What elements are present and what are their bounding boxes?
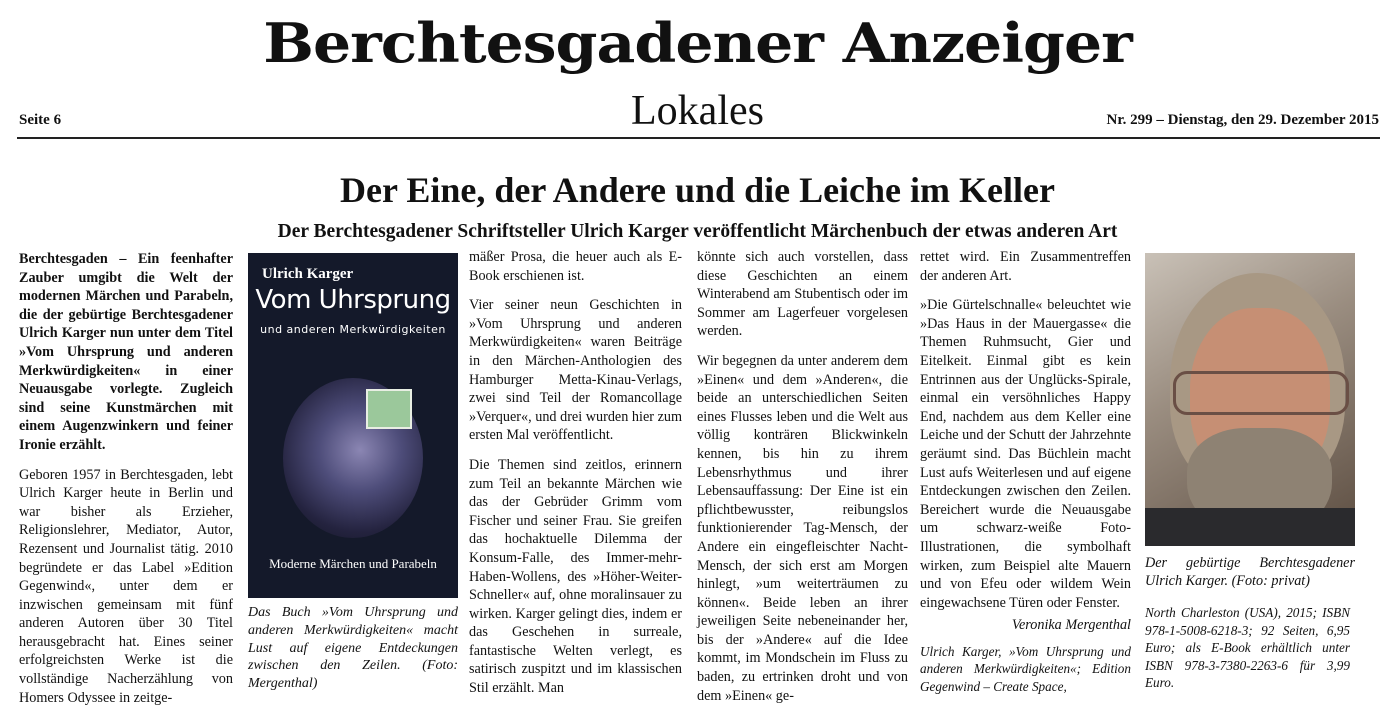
masthead-title: Berchtesgadener Anzeiger: [263, 12, 1132, 76]
issue-line: Nr. 299 – Dienstag, den 29. Dezember 2015: [1106, 112, 1379, 128]
window-illustration: [366, 389, 412, 429]
article-paragraph: könnte sich auch vorstellen, dass diese Geschichten an einem Winterabend am Stubentisch oder im Sommer am Lagerfeuer vorgelesen werden.: [697, 249, 908, 340]
book-cover-subtitle: Moderne Märchen und Parabeln: [269, 556, 437, 571]
article-paragraph: mäßer Prosa, die heuer auch als E-Book erschienen ist.: [469, 249, 682, 284]
article-column-4: [697, 248, 908, 716]
article-column-3: [469, 248, 682, 709]
article-headline: Der Eine, der Andere und die Leiche im Keller: [340, 170, 1055, 210]
article-paragraph: rettet wird. Ein Zusammentreffen der anderen Art.: [920, 249, 1131, 284]
article-column-5: [920, 248, 1131, 706]
article-paragraph: Die Themen sind zeitlos, erinnern zum Teil an bekannte Märchen wie das der Gebrüder Grimm vom Fischer und seiner Frau. Sie greifen das hochaktuelle Dilemma der Konsum-Falle, des Immer-mehr-Haben-Wollens, des »Höher-Weiter-Schneller« auf, ohne moralinsauer zu wirken. Karger gelingt dies, indem er das Geschehen in surreale, fantastische Welten verlegt, es satirisch zuspitzt und im klassischen Stil erzählt. Man: [469, 456, 682, 697]
book-info-left: Ulrich Karger, »Vom Uhrsprung und anderen Merkwürdigkeiten«; Edition Gegenwind – Create Space,: [920, 643, 1131, 694]
article-lead: Berchtesgaden – Ein feenhafter Zauber umgibt die Welt der modernen Märchen und Parabeln, die der gebürtige Berchtesgadener Ulrich Karger nun unter dem Titel »Vom Uhrsprung und anderen Merkwürdigkeiten« in einer Neuausgabe vorlegte. Zugleich sind seine Kunstmärchen mit einem Augenzwinkern und feiner Ironie erzählt.: [19, 251, 233, 453]
book-cover-image: [248, 253, 458, 598]
portrait-shirt: [1145, 508, 1355, 546]
author-portrait-photo: [1145, 253, 1355, 546]
book-cover-title-line2: und anderen Merkwürdigkeiten: [260, 323, 446, 336]
article-column-1: [19, 250, 233, 718]
article-paragraph: »Die Gürtelschnalle« beleuchtet wie »Das Haus in der Mauergasse« die Themen Ruhmsucht, Gier und Eitelkeit. Einmal gibt es kein Entrinnen aus der Unglücks-Spirale, einmal ein versöhnliches Happy End, nachdem aus dem Keller eine Leiche und der Schutt der Jahrzehnte geräumt sind. Das Büchlein macht Lust aufs Weiterlesen und auf eigene Entdeckungen zwischen den Zeilen. Bereichert wurde die Neuausgabe um schwarz-weiße Foto-Illustrationen, die symbolhaft wirken, zum Beispiel alte Mauern und von Efeu oder wildem Wein eingewachsene Türen oder Fenster.: [920, 297, 1131, 611]
article-paragraph: Wir begegnen da unter anderem dem »Einen« und dem »Anderen«, die beide an unterschiedlichen Seiten eines Flusses leben und die Welt aus völlig konträren Blickwinkeln kennen, bis hin zu ihrem Lebensrhythmus und ihrer Lebensauffassung: Der Eine ist ein pflichtbewusster, reibungslos funktionierender Tag-Mensch, der Andere ein eingefleischter Nacht-Mensch, der sich erst am Morgen hinlegt, »um weiterträumen zu können«. Beide leben an ihrer jeweiligen Seite nebeneinander her, bis der »Andere« auf die Idee kommt, im Mondschein im Fluss zu baden, zu ertrinken droht und von dem »Einen« ge-: [697, 352, 908, 704]
page-number: Seite 6: [19, 112, 62, 128]
article-paragraph: Vier seiner neun Geschichten in »Vom Uhrsprung und anderen Merkwürdigkeiten« waren Beiträge in den Märchen-Anthologien des Hamburger Metta-Kinau-Verlags, zwei sind Teil der Romancollage »Verquer«, und drei wurden hier zum ersten Mal veröffentlicht.: [469, 297, 682, 444]
section-title: Lokales: [631, 88, 764, 134]
book-cover-author: Ulrich Karger: [262, 266, 354, 282]
book-info-right: North Charleston (USA), 2015; ISBN 978-1-5008-6218-3; 92 Seiten, 6,95 Euro; als E-Book erhältlich unter ISBN 978-3-7380-2263-6 für 3,99 Euro.: [1145, 605, 1350, 690]
article-subheadline: Der Berchtesgadener Schriftsteller Ulrich Karger veröffentlicht Märchenbuch der etwas anderen Art: [277, 221, 1118, 242]
portrait-glasses: [1173, 371, 1349, 415]
book-caption: Das Buch »Vom Uhrsprung und anderen Merkwürdigkeiten« macht Lust auf eigene Entdeckungen zwischen den Zeilen. (Foto: Mergenthal): [248, 605, 458, 692]
article-paragraph: Geboren 1957 in Berchtesgaden, lebt Ulrich Karger heute in Berlin und war bisher als Erzieher, Religionslehrer, Mediator, Autor, Rezensent und Journalist tätig. 2010 begründete er das Label »Edition Gegenwind«, unter dem er inzwischen gemeinsam mit fünf anderen Autoren über 30 Titel herausgebracht hat. Eines seiner erfolgreichsten Werke ist die vollständige Nacherzählung von Homers Odyssee in zeitge-: [19, 466, 233, 706]
portrait-caption: Der gebürtige Berchtesgadener Ulrich Karger. (Foto: privat): [1145, 555, 1355, 589]
header-divider: [17, 137, 1380, 139]
book-cover-title: Vom Uhrsprung: [255, 285, 451, 315]
article-author: Veronika Mergenthal: [1011, 617, 1131, 634]
